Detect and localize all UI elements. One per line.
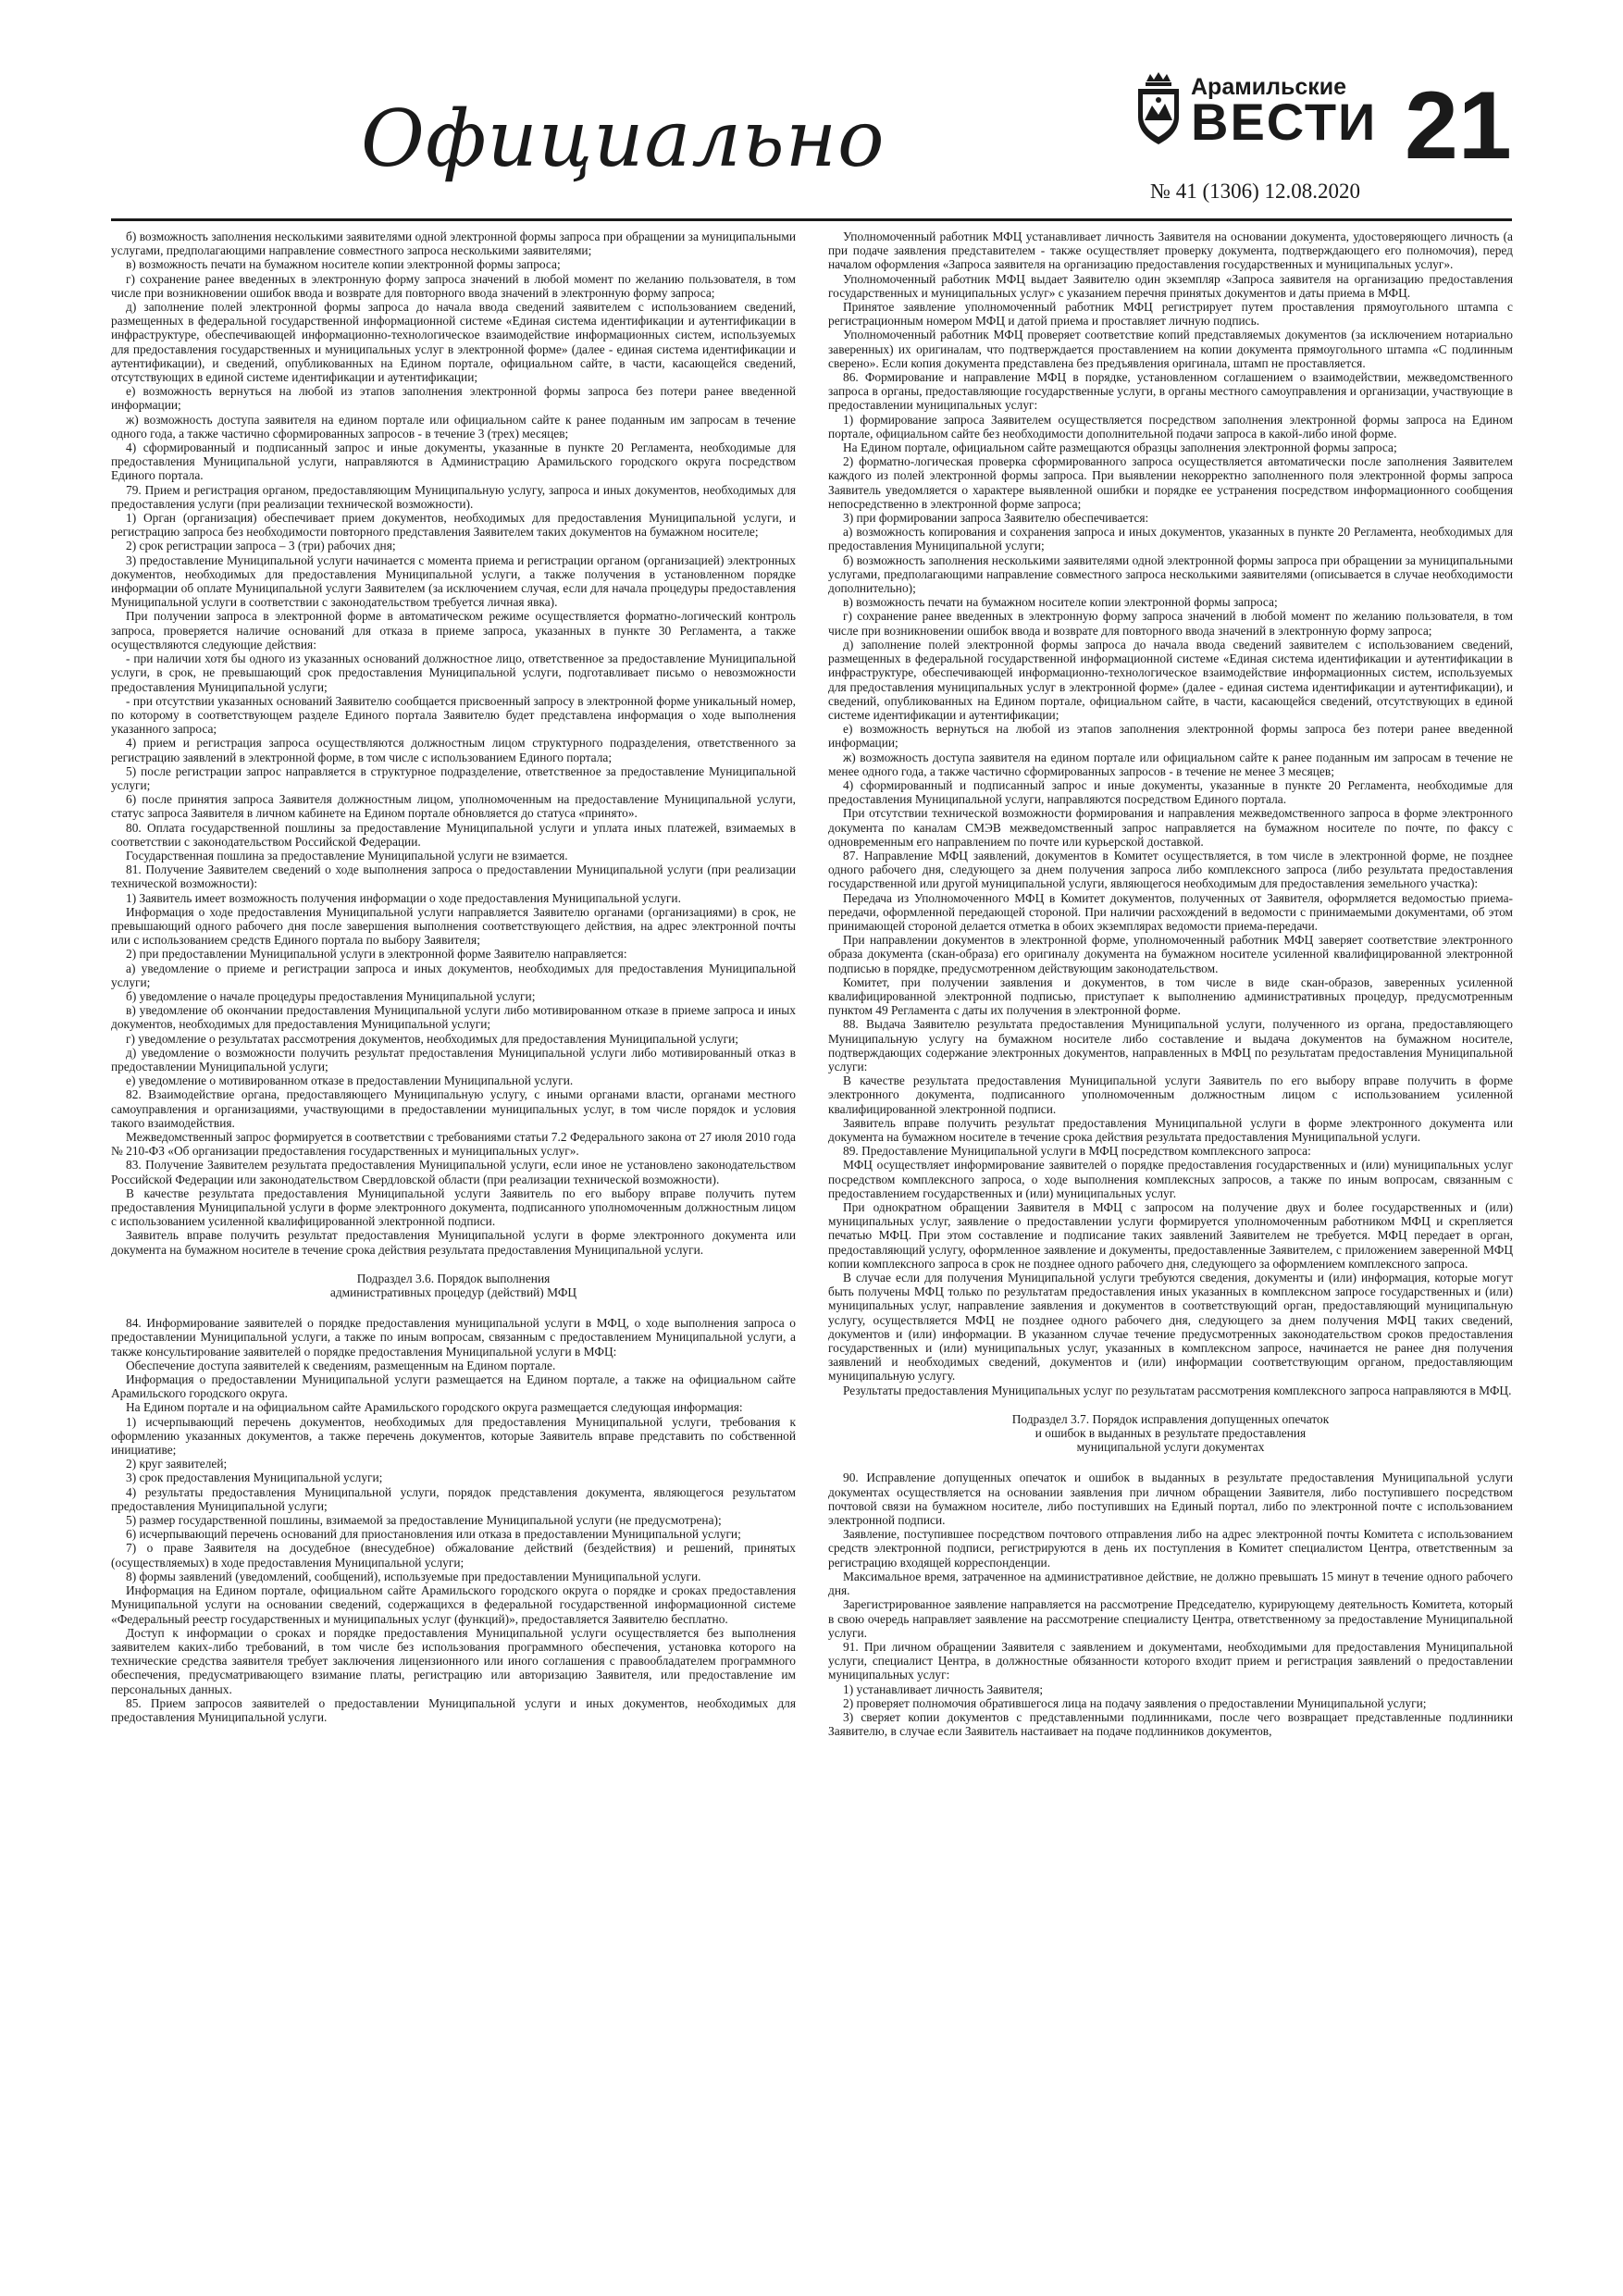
left-paragraphs-after (111, 1316, 796, 1724)
paragraph: 2) проверяет полномочия обратившегося лица на подачу заявления о предоставлении Муниципальной услуги; (843, 1695, 1427, 1710)
paragraph: д) уведомление о возможности получить результат предоставления Муниципальной услуги либо мотивированный отказ в предоставлении Муниципальной услуги; (111, 1045, 796, 1074)
paragraph: Межведомственный запрос формируется в соответствии с требованиями статьи 7.2 Федерального закона от 27 июля 2010 года № 210-ФЗ «Об организации предоставления государственных и муниципальных услуг». (111, 1130, 796, 1159)
paragraph: Информация на Едином портале, официальном сайте Арамильского городского округа о порядке и сроках предоставления Муниципальной услуги на основании сведений, содержащихся в федеральной государственной информационной системе «Федеральный реестр государственных и муниципальных услуг (функций)», предоставляется Заявителю бесплатно. (111, 1583, 796, 1626)
paragraph: Максимальное время, затраченное на административное действие, не должно превышать 15 минут в течение одного рабочего дня. (828, 1569, 1513, 1598)
paragraph: - при отсутствии указанных оснований Заявителю сообщается присвоенный запросу в электронной форме уникальный номер, по которому в соответствующем разделе Единого портала Заявителю будет представлена информация о ходе выполнения указанного запроса; (111, 693, 796, 737)
issue-number: № 41 (1306) 12.08.2020 (1150, 180, 1361, 203)
paragraph: Результаты предоставления Муниципальных услуг по результатам рассмотрения комплексного запроса направляются в МФЦ. (843, 1383, 1512, 1397)
paragraph: Доступ к информации о сроках и порядке предоставления Муниципальной услуги осуществляется без выполнения заявителем каких-либо требований, в том числе без использования программного обеспечения, установка которого на технические средства заявителя требует заключения лицензионного или иного соглашения с правообладателем программного обеспечения, предусматривающего взимание платы, регистрацию или авторизацию Заявителя, или предоставление им персональных данных. (111, 1625, 796, 1696)
paragraph: Заявитель вправе получить результат предоставления Муниципальной услуги в форме электронного документа или документа на бумажном носителе в течение срока действия результата предоставления Муниципальной услуги. (111, 1228, 796, 1257)
paragraph: в) уведомление об окончании предоставления Муниципальной услуги либо мотивированном отказе в приеме запроса и иных документов, необходимых для предоставления Муниципальной услуги; (111, 1003, 796, 1032)
paragraph: При отсутствии технической возможности формирования и направления межведомственного запроса в форме электронного документа по каналам СМЭВ межведомственный запрос направляется на бумажном носителе по почте, по факсу с одновременным его направлением по почте или курьерской доставкой. (828, 806, 1513, 849)
paragraph: 79. Прием и регистрация органом, предоставляющим Муниципальную услугу, запроса и иных документов, необходимых для предоставления услуги (при реализации технической возможности). (111, 482, 796, 511)
paragraph: МФЦ осуществляет информирование заявителей о порядке предоставления государственных и (или) муниципальных услуг посредством комплексного запроса, о ходе выполнения комплексных запросов, а также по иным вопросам, связанным с предоставлением государственных и (или) муниципальных услуг. (828, 1158, 1513, 1200)
paragraph: В случае если для получения Муниципальной услуги требуются сведения, документы и (или) информация, которые могут быть получены МФЦ только по результатам предоставления иных указанных в комплексном запросе государственных и (или) муниципальных услуг, направление заявления и документов в соответствующий орган, предоставляющий муниципальную услугу, осуществляется МФЦ не позднее одного рабочего дня, следующего за днем получения МФЦ таких сведений, документов и (или) информации. В указанном случае течение предусмотренных законодательством сроков предоставления государственных и (или) муниципальных услуг, указанных в комплексном запросе, начинается не ранее дня получения заявлений и необходимых сведений, документов и (или) информации соответствующим органом, предоставляющим муниципальную услугу. (828, 1271, 1513, 1384)
paragraph: 81. Получение Заявителем сведений о ходе выполнения запроса о предоставлении Муниципальной услуги (при реализации технической возможности): (111, 863, 796, 891)
paragraph: 83. Получение Заявителем результата предоставления Муниципальной услуги, если иное не установлено законодательством Российской Федерации или законодательством Свердловской области (при реализации технической возможности). (111, 1158, 796, 1186)
paragraph: Заявитель вправе получить результат предоставления Муниципальной услуги в форме электронного документа или документа на бумажном носителе в течение срока действия результата предоставления Муниципальной услуги. (828, 1115, 1513, 1144)
brand-subtitle: Арамильские (1191, 74, 1347, 100)
paragraph: На Едином портале и на официальном сайте Арамильского городского округа размещается следующая информация: (126, 1400, 743, 1415)
subsection-heading-line: муниципальной услуги документах (1076, 1440, 1265, 1455)
paragraph: 91. При личном обращении Заявителя с заявлением и документами, необходимыми для предоставления Муниципальной услуги, специалист Центра, в должностные обязанности которого входит прием и регистрация заявлений о предоставлении муниципальных услуг: (828, 1639, 1513, 1682)
paragraph: 4) сформированный и подписанный запрос и иные документы, указанные в пункте 20 Регламента, необходимые для предоставления Муниципальной услуги, направляются в Администрацию Арамильского городского округа посредством Единого портала. (111, 441, 796, 483)
paragraph: Заявление, поступившее посредством почтового отправления либо на адрес электронной почты Комитета с использованием средств электронной подписи, регистрируются в день их поступления в Комитет специалистом Центра, ответственным за регистрацию входящей корреспонденции. (828, 1527, 1513, 1570)
paragraph: 6) исчерпывающий перечень оснований для приостановления или отказа в предоставлении Муниципальной услуги; (126, 1527, 741, 1542)
subsection-heading-line: административных процедур (действий) МФЦ (329, 1285, 577, 1300)
right-paragraphs (828, 230, 1513, 1397)
paragraph: В качестве результата предоставления Муниципальной услуги Заявитель по его выбору вправе получить в форме электронного документа, подписанного уполномоченным должностным лицом с использованием усиленной квалифицированной электронной подписи. (828, 1074, 1513, 1116)
paragraph: 1) исчерпывающий перечень документов, необходимых для предоставления Муниципальной услуги, требования к оформлению указанных документов, а также перечень документов, которые Заявитель вправе представить по собственной инициативе; (111, 1414, 796, 1458)
paragraph: При однократном обращении Заявителя в МФЦ с запросом на получение двух и более государственных и (или) муниципальных услуг, заявление о предоставлении услуги формируется уполномоченным работником МФЦ и скрепляется печатью МФЦ. При этом составление и подписание таких заявлений Заявителем не требуется. МФЦ передает в орган, предоставляющий услугу, оформленное заявление и документы, предоставленные Заявителем, с приложением заверенной МФЦ копии комплексного запроса в срок не позднее одного рабочего дня, следующего за оформлением комплексного запроса. (828, 1200, 1513, 1271)
paragraph: Информация о предоставлении Муниципальной услуги размещается на Едином портале, а также на официальном сайте Арамильского городского округа. (111, 1372, 796, 1401)
paragraph: 86. Формирование и направление МФЦ в порядке, установленном соглашением о взаимодействии, межведомственного запроса в органы, предоставляющие государственные услуги, в органы местного самоуправления и организации, участвующие в предоставлении муниципальных услуг: (828, 370, 1513, 413)
paragraph: в) возможность печати на бумажном носителе копии электронной формы запроса; (126, 257, 561, 272)
subsection-heading-line: Подраздел 3.6. Порядок выполнения (356, 1271, 551, 1285)
paragraph: д) заполнение полей электронной формы запроса до начала ввода сведений заявителем с использованием сведений, размещенных в федеральной государственной информационной системе «Единая система идентификации и аутентификации в инфраструктуре, обеспечивающей информационно-технологическое взаимодействие информационных систем, используемых для предоставления муниципальных услуг в электронной форме» (далее - единая система идентификации и аутентификации), и сведений, опубликованных на Едином портале, официальном сайте, в части, касающейся сведений, отсутствующих в единой системе идентификации и аутентификации; (828, 637, 1513, 722)
paragraph: 2) при предоставлении Муниципальной услуги в электронной форме Заявителю направляется: (126, 947, 627, 962)
header-divider (111, 218, 1512, 221)
paragraph: 4) прием и регистрация запроса осуществляются должностным лицом структурного подразделения, ответственного за регистрацию заявлений в электронной форме, в том числе с использованием Единого портала; (111, 736, 796, 764)
subsection-heading-line: и ошибок в выданных в результате предоставления (1035, 1426, 1307, 1441)
paragraph: Обеспечение доступа заявителей к сведениям, размещенным на Едином портале. (126, 1358, 556, 1372)
paragraph: Передача из Уполномоченного МФЦ в Комитет документов, полученных от Заявителя, оформляется ведомостью приема-передачи, оформленной передающей стороной. При наличии расхождений в ведомости с принимаемыми документами, об этом принимающей стороной делается отметка в обоих экземплярах ведомости приема-передачи. (828, 890, 1513, 933)
paragraph: При получении запроса в электронной форме в автоматическом режиме осуществляется форматно-логический контроль запроса, проверяется наличие оснований для отказа в приеме запроса, указанных в пункте 30 Регламента, а также осуществляются следующие действия: (111, 609, 796, 652)
left-paragraphs (111, 230, 796, 1257)
paragraph: е) возможность вернуться на любой из этапов заполнения электронной формы запроса без потери ранее введенной информации; (111, 384, 796, 413)
paragraph: ж) возможность доступа заявителя на едином портале или официальном сайте к ранее поданным им запросам в течение одного года, а также частично сформированных запросов - в течение 3 (трех) месяцев; (111, 412, 796, 441)
paragraph: 84. Информирование заявителей о порядке предоставления муниципальной услуги в МФЦ, о ходе выполнения запроса о предоставлении Муниципальной услуги, а также по иным вопросам, связанным с предоставлением Муниципальной услуги, а также консультирование заявителей о порядке предоставления Муниципальной услуги в МФЦ: (111, 1316, 796, 1359)
paragraph: 2) круг заявителей; (126, 1457, 228, 1471)
paragraph: 88. Выдача Заявителю результата предоставления Муниципальной услуги, полученного из органа, предоставляющего Муниципальную услугу на бумажном носителе либо составление и выдача документов на бумажном носителе, подтверждающих содержание электронных документов, направленных в МФЦ по результатам предоставления Муниципальной услуги: (828, 1017, 1513, 1074)
paragraph: 1) Заявитель имеет возможность получения информации о ходе предоставления Муниципальной услуги. (126, 890, 681, 905)
paragraph: б) уведомление о начале процедуры предоставления Муниципальной услуги; (126, 988, 536, 1003)
paragraph: 85. Прием запросов заявителей о предоставлении Муниципальной услуги и иных документов, необходимых для предоставления Муниципальной услуги. (111, 1695, 796, 1724)
paragraph: Информация о ходе предоставления Муниципальной услуги направляется Заявителю органами (организациями) в срок, не превышающий одного рабочего дня после завершения выполнения соответствующего действия, на адрес электронной почты или с использованием средств Единого портала по выбору Заявителя; (111, 904, 796, 948)
paragraph: 3) предоставление Муниципальной услуги начинается с момента приема и регистрации органом (организацией) электронных документов, необходимых для предоставления Муниципальной услуги, а также получения в установленном порядке информации об оплате Муниципальной услуги Заявителем (за исключением случая, если для начала процедуры предоставления Муниципальной услуги в соответствии с законодательством требуется личная явка). (111, 552, 796, 610)
paragraph: Уполномоченный работник МФЦ устанавливает личность Заявителя на основании документа, удостоверяющего личность (а при подаче заявления представителем - также осуществляет проверку документа, подтверждающего его полномочия), перед началом оформления «Запроса заявителя на организацию предоставления государственных и муниципальных услуг». (828, 230, 1513, 272)
subsection-heading-3-7 (828, 1412, 1513, 1455)
paragraph: - при наличии хотя бы одного из указанных оснований должностное лицо, ответственное за предоставление Муниципальной услуги, в срок, не превышающий срок предоставления Муниципальной услуги, подготавливает письмо о невозможности предоставления Муниципальной услуги; (111, 652, 796, 694)
paragraph: а) возможность копирования и сохранения запроса и иных документов, указанных в пункте 20 Регламента, необходимых для предоставления Муниципальной услуги; (828, 525, 1513, 553)
paragraph: На Едином портале, официальном сайте размещаются образцы заполнения электронной формы запроса; (843, 441, 1397, 455)
paragraph: 4) результаты предоставления Муниципальной услуги, порядок представления документа, являющегося результатом предоставления Муниципальной услуги; (111, 1484, 796, 1513)
paragraph: 1) Орган (организация) обеспечивает прием документов, необходимых для предоставления Муниципальной услуги, и регистрацию запроса без необходимости повторного представления Заявителем таких документов на бумажном носителе; (111, 511, 796, 540)
paragraph: в) возможность печати на бумажном носителе копии электронной формы запроса; (843, 595, 1278, 610)
paragraph: б) возможность заполнения несколькими заявителями одной электронной формы запроса при обращении за муниципальными услугами, предполагающими направление совместного запроса несколькими заявителями (описывается в случае необходимости дополнительно); (828, 552, 1513, 596)
left-column (111, 230, 796, 2270)
paragraph: 3) сверяет копии документов с представленными подлинниками, после чего возвращает представленные подлинники Заявителю, в случае если Заявитель настаивает на подаче подлинников документов, (828, 1709, 1513, 1739)
paragraph: В качестве результата предоставления Муниципальной услуги Заявитель по его выбору вправе получить путем предоставления Муниципальной услуги в форме электронного документа, подписанного уполномоченным должностным лицом с использованием усиленной квалифицированной электронной подписи. (111, 1185, 796, 1229)
paragraph: д) заполнение полей электронной формы запроса до начала ввода сведений заявителем с использованием сведений, размещенных в федеральной государственной информационной системе «Единая система идентификации и аутентификации в инфраструктуре, обеспечивающей информационно-технологическое взаимодействие информационных систем, используемых для предоставления государственных и муниципальных услуг в электронной форме» (далее - единая система идентификации и аутентификации), и сведений, опубликованных на Едином портале, официальном сайте, в части, касающейся сведений, отсутствующих в единой системе идентификации и аутентификации; (111, 300, 796, 385)
page-number: 21 (1405, 72, 1512, 180)
paragraph: 5) размер государственной пошлины, взимаемой за предоставление Муниципальной услуги (не предусмотрена); (126, 1513, 722, 1528)
paragraph: 1) устанавливает личность Заявителя; (843, 1682, 1044, 1696)
coat-of-arms-icon (1134, 72, 1183, 146)
paragraph: 82. Взаимодействие органа, предоставляющего Муниципальную услугу, с иными органами власти, органами местного самоуправления и организациями, участвующими в предоставлении муниципальных услуг, в том числе порядок и условия такого взаимодействия. (111, 1087, 796, 1130)
paragraph: е) возможность вернуться на любой из этапов заполнения электронной формы запроса без потери ранее введенной информации; (828, 722, 1513, 751)
paragraph: 5) после регистрации запрос направляется в структурное подразделение, ответственное за предоставление Муниципальной услуги; (111, 763, 796, 792)
paragraph: Зарегистрированное заявление направляется на рассмотрение Председателю, курирующему деятельность Комитета, который в свою очередь направляет заявление на рассмотрение специалисту Центра, ответственному за предоставление Муниципальной услуги. (828, 1597, 1513, 1640)
paragraph: б) возможность заполнения несколькими заявителями одной электронной формы запроса при обращении за муниципальными услугами, предполагающими направление совместного запроса несколькими заявителями; (111, 230, 796, 258)
paragraph: Комитет, при получении заявления и документов, в том числе в виде скан-образов, заверенных усиленной квалифицированной электронной подписью, приступает к выполнению административных процедур, предусмотренным пунктом 49 Регламента с даты их получения в электронной форме. (828, 974, 1513, 1018)
paragraph: Уполномоченный работник МФЦ выдает Заявителю один экземпляр «Запроса заявителя на организацию предоставления государственных и муниципальных услуг» с указанием перечня принятых документов и даты приема в МФЦ. (828, 271, 1513, 300)
paragraph: 4) сформированный и подписанный запрос и иные документы, указанные в пункте 20 Регламента, необходимые для предоставления Муниципальной услуги, направляются посредством Единого портала. (828, 777, 1513, 807)
brand-logo-text: ВЕСТИ (1191, 93, 1378, 151)
paragraph: 89. Предоставление Муниципальной услуги в МФЦ посредством комплексного запроса: (843, 1144, 1311, 1159)
right-column (828, 230, 1513, 2270)
paragraph: а) уведомление о приеме и регистрации запроса и иных документов, необходимых для предоставления Муниципальной услуги; (111, 961, 796, 989)
paragraph: Принятое заявление уполномоченный работник МФЦ регистрирует путем проставления прямоугольного штампа с регистрационным номером МФЦ и датой приема и проставляет личную подпись. (828, 300, 1513, 329)
paragraph: г) уведомление о результатах рассмотрения документов, необходимых для предоставления Муниципальной услуги; (126, 1031, 738, 1046)
paragraph: При направлении документов в электронной форме, уполномоченный работник МФЦ заверяет соответствие электронного образа документа (скан-образа) его оригиналу документа на бумажном носителе усиленной квалифицированной электронной подписью в порядке, предусмотренном действующим законодательством. (828, 933, 1513, 975)
paragraph: 2) форматно-логическая проверка сформированного запроса осуществляется автоматически после заполнения Заявителем каждого из полей электронной формы запроса. При выявлении некорректно заполненного поля электронной формы запроса Заявитель уведомляется о характере выявленной ошибки и порядке ее устранения посредством информационного сообщения непосредственно в электронной форме запроса; (828, 454, 1513, 511)
subsection-heading-line: Подраздел 3.7. Порядок исправления допущенных опечаток (1011, 1411, 1330, 1426)
paragraph: 6) после принятия запроса Заявителя должностным лицом, уполномоченным на предоставление Муниципальной услуги, статус запроса Заявителя в личном кабинете на Едином портале обновляется до статуса «принято». (111, 792, 796, 821)
subsection-heading-3-6 (111, 1272, 796, 1299)
paragraph: Уполномоченный работник МФЦ проверяет соответствие копий представляемых документов (за исключением нотариально заверенных) их оригиналам, что подтверждается проставлением на копии документа прямоугольного штампа «С подлинным сверено». Если копия документа представлена без предъявления оригинала, штамп не проставляется. (828, 328, 1513, 370)
paragraph: 80. Оплата государственной пошлины за предоставление Муниципальной услуги и уплата иных платежей, взимаемых в соответствии с законодательством Российской Федерации. (111, 820, 796, 849)
paragraph: 2) срок регистрации запроса – 3 (три) рабочих дня; (126, 539, 396, 553)
section-title: Официально (361, 93, 886, 184)
paragraph: ж) возможность доступа заявителя на едином портале или официальном сайте к ранее поданным им запросам в течение не менее одного года, а также частично сформированных запросов - в течение не менее 3 месяцев; (828, 750, 1513, 778)
paragraph: 3) срок предоставления Муниципальной услуги; (126, 1471, 383, 1485)
right-paragraphs-after (828, 1471, 1513, 1738)
paragraph: 90. Исправление допущенных опечаток и ошибок в выданных в результате предоставления Муниципальной услуги документах осуществляется на основании заявления при личном обращении Заявителя, либо поступившего посредством почтовой связи на бумажном носителе, либо поступивших на Единый портал, либо по электронной почте с использованием электронной подписи. (828, 1471, 1513, 1528)
paragraph: г) сохранение ранее введенных в электронную форму запроса значений в любой момент по желанию пользователя, в том числе при возникновении ошибок ввода и возврате для повторного ввода значений в электронную форму запроса; (828, 609, 1513, 638)
paragraph: 3) при формировании запроса Заявителю обеспечивается: (843, 511, 1149, 526)
paragraph: 7) о праве Заявителя на досудебное (внесудебное) обжалование действий (бездействия) и решений, принятых (осуществляемых) в ходе предоставления Муниципальной услуги; (111, 1541, 796, 1570)
paragraph: е) уведомление о мотивированном отказе в предоставлении Муниципальной услуги. (126, 1074, 574, 1088)
paragraph: г) сохранение ранее введенных в электронную форму запроса значений в любой момент по желанию пользователя, в том числе при возникновении ошибок ввода и возврате для повторного ввода значений в электронную форму запроса; (111, 271, 796, 300)
paragraph: 1) формирование запроса Заявителем осуществляется посредством заполнения электронной формы запроса на Едином портале, официальном сайте без необходимости дополнительной подачи запроса в какой-либо иной форме. (828, 412, 1513, 441)
paragraph: Государственная пошлина за предоставление Муниципальной услуги не взимается. (126, 848, 568, 863)
paragraph: 8) формы заявлений (уведомлений, сообщений), используемые при предоставлении Муниципальной услуги. (126, 1569, 701, 1583)
paragraph: 87. Направление МФЦ заявлений, документов в Комитет осуществляется, в том числе в электронной форме, не позднее одного рабочего дня, следующего за днем получения запроса либо комплексного запроса (либо результата предоставления государственной или другой муниципальной услуги, являющегося необходимым для предоставления земельного участка): (828, 848, 1513, 891)
